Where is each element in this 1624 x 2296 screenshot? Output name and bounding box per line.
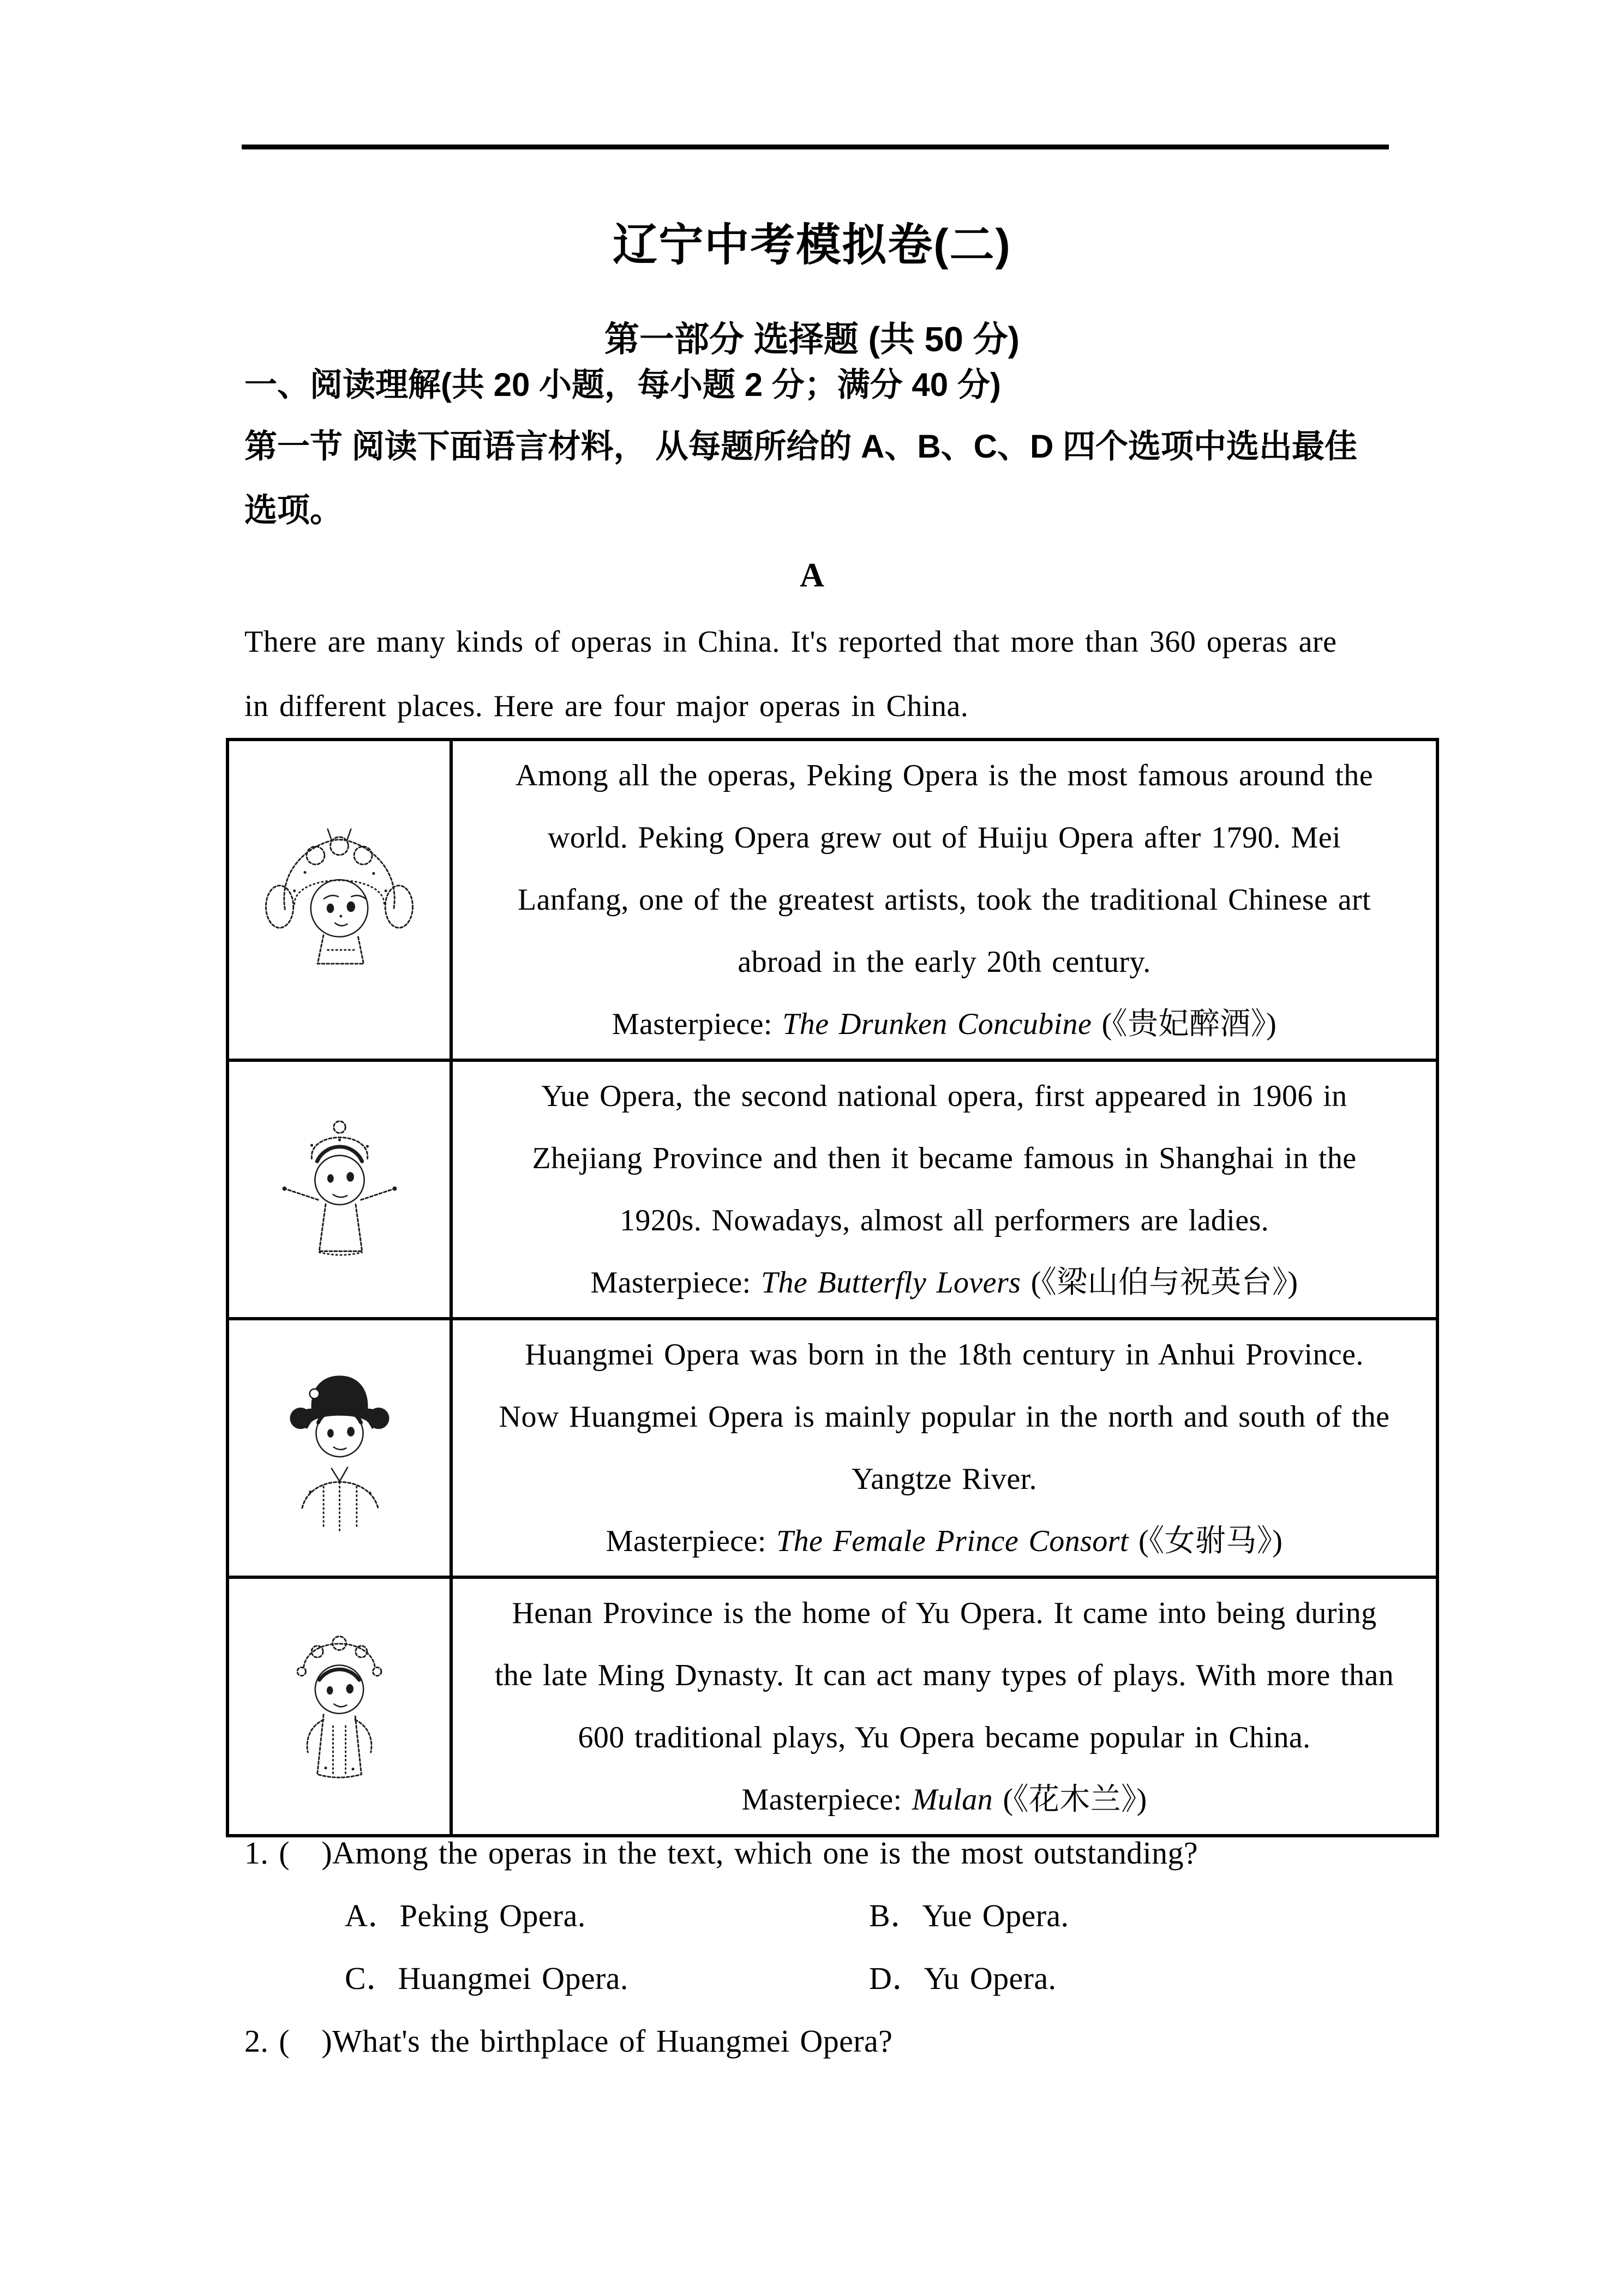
yue-opera-figure-cell (227, 1060, 451, 1319)
opera-body-line: Huangmei Opera was born in the 18th century in Anhui Province. (525, 1338, 1364, 1372)
opera-body-line: 600 traditional plays, Yu Opera became popular in China. (578, 1721, 1311, 1754)
option-a: A．Peking Opera. (345, 1898, 586, 1933)
peking-opera-character-image (257, 825, 421, 973)
option-c: C．Huangmei Opera. (345, 1961, 628, 1996)
huangmei-opera-character-image (273, 1359, 406, 1535)
opera-body-line: Now Huangmei Opera is mainly popular in the north and south of the (499, 1400, 1390, 1434)
question-2: 2. ( )What's the birthplace of Huangmei Opera? (244, 2023, 893, 2059)
option-d: D．Yu Opera. (869, 1961, 1057, 1996)
instruction-line: 选项。 (244, 492, 343, 528)
option-b: B．Yue Opera. (869, 1898, 1069, 1933)
opera-body-line: the late Ming Dynasty. It can act many types of plays. With more than (494, 1658, 1394, 1692)
table-row-yue-opera (227, 1060, 1437, 1319)
section-instructions (244, 414, 1412, 542)
table-row-yu-opera (227, 1577, 1437, 1836)
intro-line: in different places. Here are four major operas in China. (244, 689, 969, 723)
yue-opera-text-cell (451, 1060, 1437, 1319)
opera-masterpiece-line: Masterpiece: The Female Prince Consort (《女驸马》) (606, 1524, 1283, 1558)
passage-label: A (800, 557, 824, 594)
yu-opera-character-image (271, 1616, 408, 1794)
question-1-options-row-2 (244, 1947, 1434, 2010)
table-row-huangmei-opera (227, 1319, 1437, 1577)
instruction-line: 第一节 阅读下面语言材料， 从每题所给的 A、B、C、D 四个选项中选出最佳 (244, 428, 1357, 465)
opera-body-line: world. Peking Opera grew out of Huiju Opera after 1790. Mei (548, 821, 1341, 855)
opera-body-line: Yangtze River. (852, 1462, 1037, 1496)
huangmei-opera-figure-cell (227, 1319, 451, 1577)
yue-opera-character-image (270, 1108, 409, 1269)
opera-body-line: Zhejiang Province and then it became famous in Shanghai in the (532, 1141, 1357, 1175)
peking-opera-text-cell (451, 740, 1437, 1060)
opera-body-line: Among all the operas, Peking Opera is the most famous around the (516, 759, 1373, 792)
intro-line: There are many kinds of operas in China. It's reported that more than 360 operas are (244, 625, 1337, 659)
part-heading: 第一部分 选择题 (共 50 分) (604, 320, 1020, 359)
huangmei-opera-text-cell (451, 1319, 1437, 1577)
opera-body-line: Henan Province is the home of Yu Opera. It came into being during (512, 1596, 1377, 1630)
question-1: 1. ( )Among the operas in the text, which one is the most outstanding? (244, 1835, 1198, 1871)
question-1-options-row-1 (244, 1884, 1434, 1947)
header-rule (242, 145, 1389, 149)
questions-block (244, 1822, 1434, 2072)
opera-masterpiece-line: Masterpiece: Mulan (《花木兰》) (741, 1783, 1147, 1817)
passage-intro-paragraph (244, 610, 1423, 738)
reading-section-heading: 一、阅读理解(共 20 小题，每小题 2 分；满分 40 分) (244, 366, 1001, 403)
opera-body-line: 1920s. Nowadays, almost all performers are ladies. (619, 1204, 1269, 1237)
peking-opera-figure-cell (227, 740, 451, 1060)
yu-opera-figure-cell (227, 1577, 451, 1836)
opera-body-line: abroad in the early 20th century. (738, 945, 1151, 979)
opera-body-line: Yue Opera, the second national opera, first appeared in 1906 in (541, 1079, 1347, 1113)
table-row-peking-opera (227, 740, 1437, 1060)
page-title: 辽宁中考模拟卷(二) (613, 220, 1011, 270)
operas-table (226, 738, 1439, 1837)
opera-masterpiece-line: Masterpiece: The Drunken Concubine (《贵妃醉酒》) (612, 1007, 1277, 1041)
opera-masterpiece-line: Masterpiece: The Butterfly Lovers (《梁山伯与祝英台》) (590, 1266, 1298, 1300)
yu-opera-text-cell (451, 1577, 1437, 1836)
opera-body-line: Lanfang, one of the greatest artists, took the traditional Chinese art (518, 883, 1371, 917)
